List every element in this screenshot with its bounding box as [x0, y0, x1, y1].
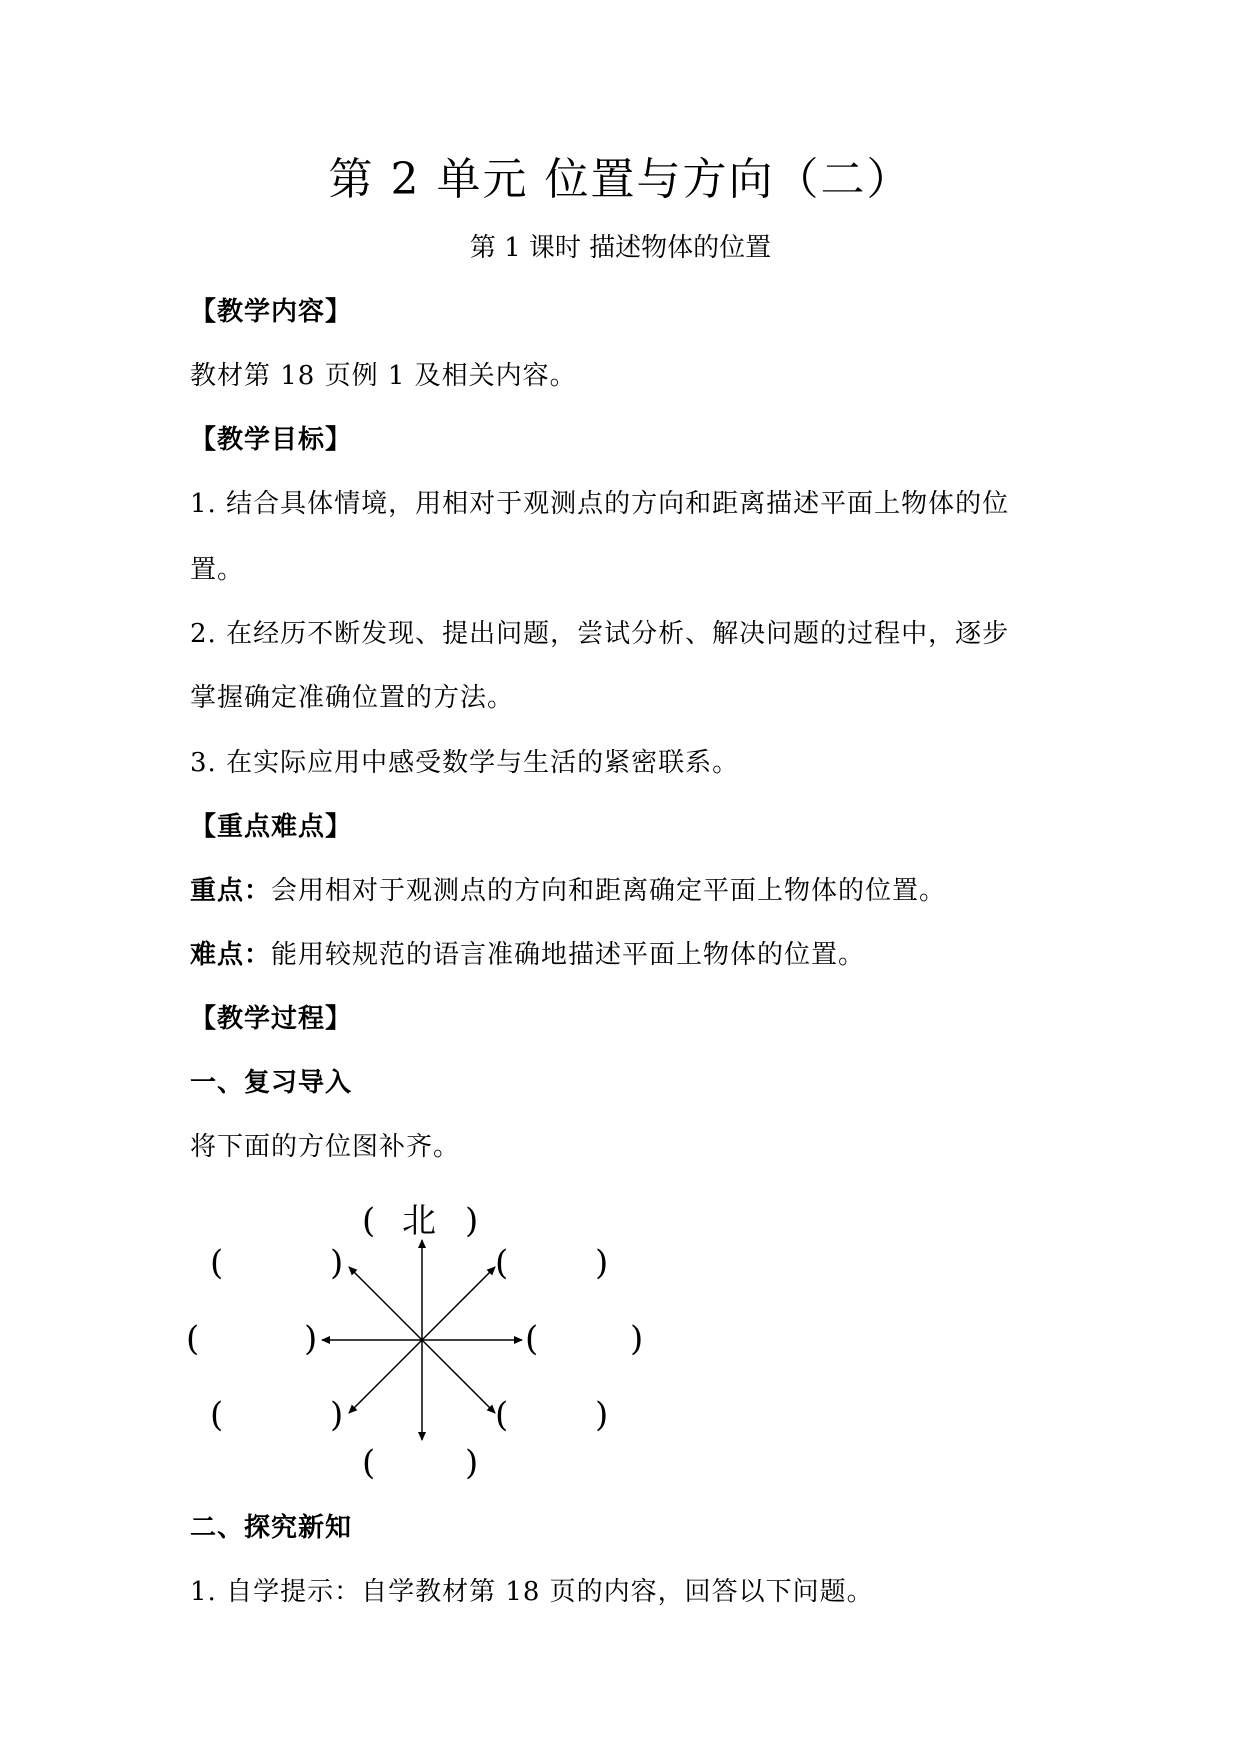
- goal-2-line-1: 2. 在经历不断发现、提出问题，尝试分析、解决问题的过程中，逐步: [190, 619, 1010, 649]
- paren-open-northeast: (: [495, 1243, 509, 1283]
- paren-close-northwest: ): [330, 1243, 344, 1283]
- goal-2-line-2: 掌握确定准确位置的方法。: [190, 683, 515, 713]
- part-2-item-1: 1. 自学提示：自学教材第 18 页的内容，回答以下问题。: [190, 1577, 874, 1607]
- paren-open-north: (: [362, 1201, 376, 1241]
- difficulty-text: 能用较规范的语言准确地描述平面上物体的位置。: [271, 940, 866, 970]
- paren-open-east: (: [525, 1319, 539, 1359]
- page-title: 第 2 单元 位置与方向（二）: [328, 154, 913, 205]
- arrow-northwest: [349, 1267, 422, 1340]
- difficulty-label: 难点：: [190, 940, 272, 970]
- compass-diagram: [186, 1195, 660, 1485]
- goal-1-line-2: 置。: [190, 555, 245, 585]
- goals-heading: 【教学目标】: [190, 425, 353, 455]
- key-points-heading: 【重点难点】: [190, 812, 353, 842]
- content-heading: 【教学内容】: [190, 297, 353, 327]
- key-point-line: [190, 873, 946, 909]
- north-label: 北: [402, 1201, 436, 1241]
- difficulty-line: [190, 937, 865, 973]
- paren-close-southwest: ): [330, 1395, 344, 1435]
- paren-open-northwest: (: [210, 1243, 224, 1283]
- paren-close-northeast: ): [595, 1243, 609, 1283]
- arrow-northeast: [422, 1267, 495, 1340]
- arrow-southeast: [422, 1340, 495, 1413]
- goal-3: 3. 在实际应用中感受数学与生活的紧密联系。: [190, 748, 740, 778]
- part-2-heading: 二、探究新知: [190, 1513, 353, 1543]
- paren-open-south: (: [362, 1443, 376, 1483]
- key-point-label: 重点：: [190, 876, 272, 906]
- goal-1-line-1: 1. 结合具体情境，用相对于观测点的方向和距离描述平面上物体的位: [190, 489, 1010, 519]
- paren-close-west: ): [304, 1319, 318, 1359]
- key-point-text: 会用相对于观测点的方向和距离确定平面上物体的位置。: [271, 876, 947, 906]
- part-1-heading: 一、复习导入: [190, 1068, 353, 1098]
- process-heading: 【教学过程】: [190, 1004, 353, 1034]
- paren-close-southeast: ): [595, 1395, 609, 1435]
- paren-open-west: (: [186, 1319, 200, 1359]
- paren-close-south: ): [465, 1443, 479, 1483]
- paren-open-southwest: (: [210, 1395, 224, 1435]
- paren-close-north: ): [465, 1201, 479, 1241]
- content-text: 教材第 18 页例 1 及相关内容。: [190, 361, 577, 391]
- paren-close-east: ): [630, 1319, 644, 1359]
- lesson-subtitle: 第 1 课时 描述物体的位置: [469, 233, 772, 263]
- paren-open-southeast: (: [495, 1395, 509, 1435]
- arrow-southwest: [349, 1340, 422, 1413]
- part-1-text: 将下面的方位图补齐。: [190, 1132, 461, 1162]
